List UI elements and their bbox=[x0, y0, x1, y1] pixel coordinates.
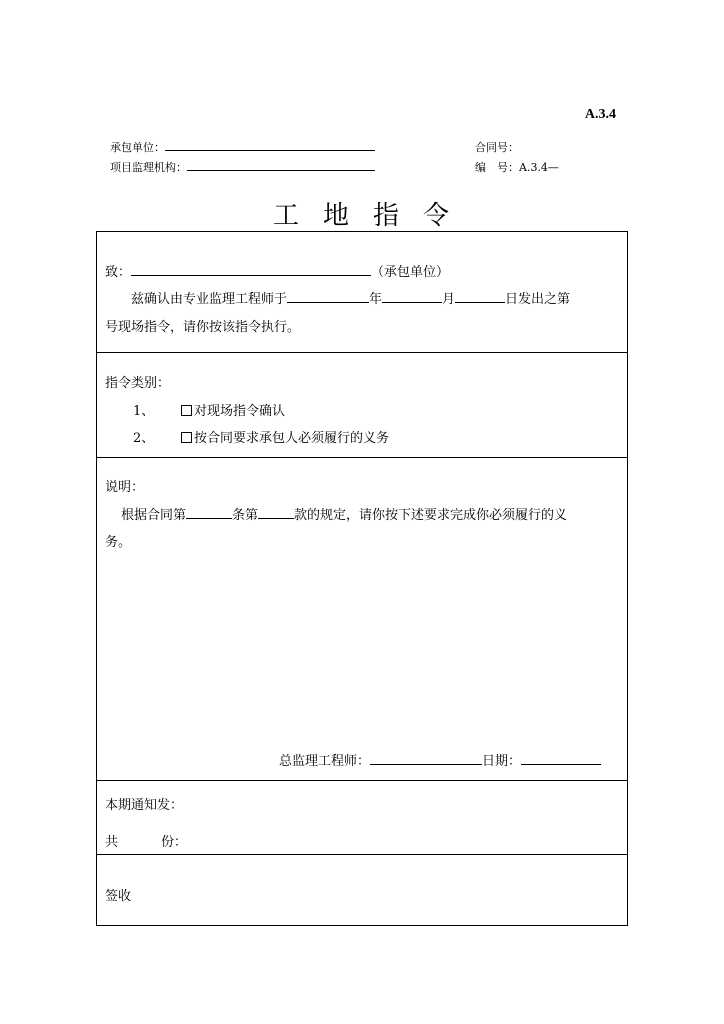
confirm-text: 兹确认由专业监理工程师于 bbox=[131, 292, 288, 307]
engineer-line bbox=[279, 750, 601, 769]
option-2[interactable] bbox=[181, 427, 389, 446]
clause-blank[interactable] bbox=[258, 506, 294, 519]
clause-text-b: 条第 bbox=[232, 508, 259, 523]
copies-b: 份： bbox=[161, 835, 188, 850]
date-blank[interactable] bbox=[521, 752, 601, 765]
category-label: 指令类别： bbox=[105, 376, 171, 391]
description-end: 务。 bbox=[105, 535, 132, 550]
instruction-form bbox=[96, 231, 628, 926]
article-blank[interactable] bbox=[186, 506, 232, 519]
option-1-text: 对现场指令确认 bbox=[194, 404, 286, 419]
checkbox-2[interactable] bbox=[181, 432, 192, 443]
supervision-label: 项目监理机构： bbox=[110, 161, 187, 174]
year-blank[interactable] bbox=[287, 290, 369, 303]
option-2-num: 2、 bbox=[133, 431, 155, 446]
contractor-blank[interactable] bbox=[165, 139, 375, 151]
to-blank[interactable] bbox=[131, 263, 371, 276]
contractor-line bbox=[110, 139, 375, 155]
copies-a: 共 bbox=[105, 835, 119, 850]
description-line bbox=[121, 504, 567, 523]
month-blank[interactable] bbox=[382, 290, 442, 303]
contract-no-label: 合同号： bbox=[475, 141, 519, 154]
page-title: 工地指令 bbox=[272, 201, 473, 231]
option-2-text: 按合同要求承包人必须履行的义务 bbox=[194, 431, 390, 446]
section-divider bbox=[97, 780, 627, 781]
engineer-label: 总监理工程师： bbox=[279, 754, 371, 769]
contractor-label: 承包单位： bbox=[110, 141, 165, 154]
confirm-line bbox=[131, 288, 570, 307]
clause-text-c: 款的规定，请你按下述要求完成你必须履行的义 bbox=[294, 508, 568, 523]
instruction-line: 号现场指令，请你按该指令执行。 bbox=[105, 320, 301, 335]
form-code: A.3.4 bbox=[584, 107, 616, 122]
clause-text-a: 根据合同第 bbox=[121, 508, 187, 523]
notify-label: 本期通知发： bbox=[105, 798, 184, 813]
to-line bbox=[105, 261, 449, 280]
section-divider bbox=[97, 352, 627, 353]
year-label: 年 bbox=[369, 292, 383, 307]
day-blank[interactable] bbox=[455, 290, 505, 303]
checkbox-1[interactable] bbox=[181, 405, 192, 416]
to-label: 致： bbox=[105, 265, 132, 280]
signature-label: 签收 bbox=[105, 889, 132, 904]
to-suffix: （承包单位） bbox=[371, 265, 450, 280]
section-divider bbox=[97, 457, 627, 458]
day-text: 日发出之第 bbox=[505, 292, 571, 307]
supervision-blank[interactable] bbox=[187, 159, 375, 171]
engineer-blank[interactable] bbox=[370, 752, 482, 765]
description-label: 说明： bbox=[105, 480, 145, 495]
month-label: 月 bbox=[442, 292, 456, 307]
option-1[interactable] bbox=[181, 400, 285, 419]
option-1-num: 1、 bbox=[133, 404, 155, 419]
date-label: 日期： bbox=[482, 754, 522, 769]
serial-label: 编 号：A.3.4— bbox=[475, 161, 559, 174]
section-divider bbox=[97, 854, 627, 855]
supervision-line bbox=[110, 159, 375, 175]
